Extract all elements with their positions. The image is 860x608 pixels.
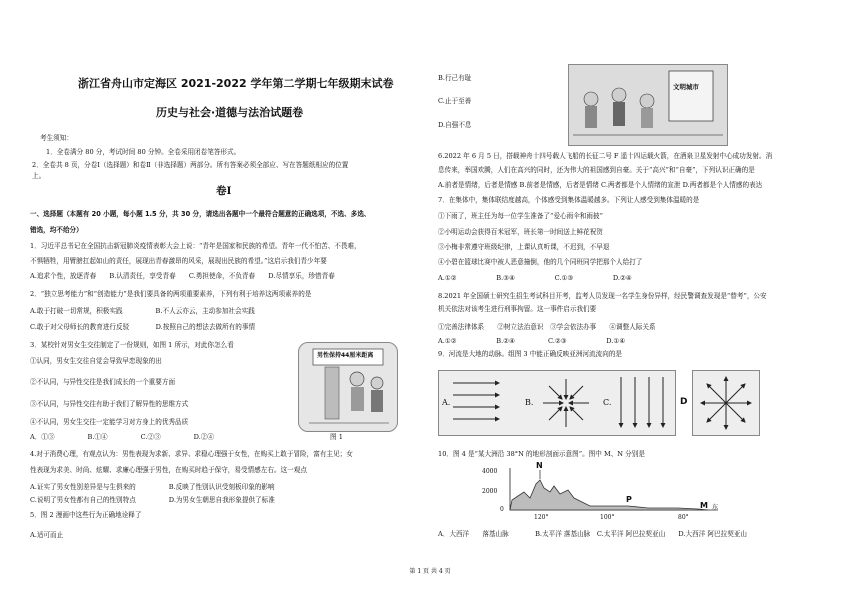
- section-instruction: 一、选择题（本题有 20 小题，每小题 1.5 分，共 30 分，请选出各题中一个最符合题意的正确选项，不选、多选、: [30, 210, 371, 218]
- answer-options: A.前者是情绪，后者是情感 B.前者是情感，后者是情绪 C.两者都是个人情绪的宣泄 D.两者都是个人情感的表达: [438, 181, 763, 189]
- x-tick-label: 80°: [678, 514, 689, 521]
- question-text: 8.2021 年全国硕士研究生招生考试科目开考，监考人员发现一名学生身份异样，经民警调查发现是“替考”，公安: [438, 292, 767, 300]
- answer-options: A.敢于打破一切常规，积极实践 B.不人云亦云，主动参加社会实践: [30, 307, 255, 315]
- question-text: 9．河流是大地的动脉。组图 3 中能正确反映亚洲河流流向的是: [438, 350, 623, 358]
- statement-item: ③小梅非常遵守班级纪律，上课认真听课，不迟到，不早退: [438, 243, 610, 251]
- question-text: 5．图 2 漫画中这些行为正确地诠释了: [30, 511, 142, 519]
- answer-options: A．①③ B.①④ C.②③ D.②④: [30, 433, 215, 441]
- question-text: 7．在集体中，集体联结度越高，个体感受到集体温暖越多。下列让人感受到集体温暖的是: [438, 196, 700, 204]
- statement-item: ④不认同，男女生交往一定能学习对方身上的优秀品质: [30, 418, 189, 426]
- statement-item: ①完善法律体系 ②树立法治意识 ③学会依法办事 ④调整人际关系: [438, 323, 656, 331]
- x-tick-label: 100°: [600, 514, 615, 521]
- x-tick-label: 120°: [534, 514, 549, 521]
- notice-item: 1．全卷满分 80 分，考试时间 80 分钟。全卷采用闭卷笔答形式。: [46, 148, 241, 156]
- section-heading: 卷Ⅰ: [216, 185, 232, 197]
- figure-1-illustration: [298, 342, 398, 432]
- exam-title: 浙江省舟山市定海区 2021-2022 学年第二学期七年级期末试卷: [78, 77, 394, 90]
- question-text: 2．“独立思考能力”和“创造能力”是我们要具备的两项重要素养，下列有利于培养这两项素养的是: [30, 290, 312, 298]
- question-text: 性表现为求美、时尚、炫耀、求廉心理强于男性，在购买时趋于保守，易受情感左右。这一观点: [30, 466, 307, 474]
- figure-3-label-c: C.: [603, 398, 612, 407]
- answer-options: A.适可而止: [30, 531, 64, 539]
- question-text: 10．图 4 是“某大洲沿 38°N 的地形剖面示意图”。图中 M、N 分别是: [438, 450, 645, 458]
- y-tick-label: 4000: [482, 468, 498, 475]
- figure-2-cartoon: [568, 64, 728, 146]
- point-p-label: P: [626, 495, 632, 504]
- figure-1-caption: 图 1: [330, 433, 343, 441]
- question-text: 3．某校针对男女生交往制定了一份规则，如图 1 所示，对此你怎么看: [30, 341, 234, 349]
- figure-3-drawing: [439, 371, 675, 435]
- figure-4-profile: [478, 462, 738, 524]
- page-footer: 第 1 页 共 4 页: [409, 568, 451, 575]
- option-d-arrows: [693, 371, 759, 435]
- figure-2-sign: 文明城市: [673, 83, 699, 91]
- question-text: 4.对于消费心理，有观点认为：男性表现为求新、求异、求稳心理强于女性，在购买上敢于冒险，富有主见；女: [30, 450, 353, 458]
- question-text: 息传来，举国欢腾，人们在高兴的同时，还为伟大的祖国感到自豪。关于“高兴”和“自豪”，下列认识正确的是: [438, 166, 755, 174]
- y-tick-label: 2000: [482, 488, 498, 495]
- point-n-label: N: [536, 462, 543, 470]
- option-a-arrows: [453, 383, 499, 419]
- figure-3-option-d: [692, 370, 760, 436]
- statement-item: ①认同，男女生交往自觉会导致早恋现象的出: [30, 357, 162, 365]
- answer-options: A.追求个性，放逐青春 B.认清责任，享受青春 C.勇担使命，不负青春 D.尽情享乐，珍惜青春: [30, 272, 335, 280]
- question-text: 6.2022 年 6 月 5 日，搭载神舟十四号载人飞船的长征二号 F 遥十四运载火箭，在酒泉卫星发射中心成功发射。消: [438, 152, 773, 160]
- answer-options: A.①② B.②④ C.②③ D.①④: [438, 337, 626, 345]
- answer-options: D.自强不息: [438, 121, 472, 129]
- answer-options: C.止于至善: [438, 97, 472, 105]
- option-b-arrows: [543, 379, 589, 427]
- figure-2-drawing: [569, 65, 727, 145]
- answer-options: A．大西洋 落基山脉 B.太平洋 落基山脉 C.太平洋 阿巴拉契亚山 D.大西洋 阿巴拉契亚山: [438, 530, 747, 538]
- question-text: 不惧牺牲，用臂膀扛起如山的责任，展现出青春激昂的风采，展现出民族的希望。”这启示我们青少年要: [30, 257, 327, 265]
- figure-3-label-a: A.: [442, 398, 451, 407]
- notice-item: 上。: [32, 172, 46, 180]
- statement-item: ②小明运动会获得百米冠军，班长第一时间送上鲜花祝贺: [438, 228, 603, 236]
- answer-options: A.证实了男女性别差异是与生俱来的 B.反映了性别认识受刻板印象的影响: [30, 483, 275, 491]
- figure-3-arrows: [438, 370, 676, 436]
- figure-3-label-d: D: [680, 397, 688, 407]
- exam-subtitle: 历史与社会·道德与法治试题卷: [156, 106, 304, 119]
- answer-options: A.①② B.③④ C.①③ D.②④: [438, 274, 632, 282]
- answer-options: C.敢于对父母师长的教育进行反驳 D.按照自己的想法去做所有的事情: [30, 323, 256, 331]
- figure-1-sign: 男性保持44厘米距离: [317, 352, 374, 359]
- question-text: 1．习近平总书记在全国抗击新冠肺炎疫情表彰大会上说：“青年是国家和民族的希望。青年一代不怕苦、不畏难，: [30, 242, 361, 250]
- east-label: 东: [712, 504, 719, 511]
- section-instruction: 错选，均不给分）: [30, 226, 83, 234]
- statement-item: ①下雨了，班主任为每一位学生准备了“爱心雨伞和雨披”: [438, 212, 603, 220]
- answer-options: C.说明了男女性都有自己的性别特点 D.为男女生朝思自我形象提供了标准: [30, 496, 275, 504]
- statement-item: ②不认同，与异性交往是我们成长的一个重要方面: [30, 378, 176, 386]
- point-m-label: M: [700, 501, 708, 510]
- question-text: 机关依法对该考生进行刑事拘留。这一事件启示我们要: [438, 305, 597, 313]
- statement-item: ③不认同，与异性交往有助于我们了解异性的思维方式: [30, 400, 189, 408]
- answer-options: B.行己有耻: [438, 74, 472, 82]
- notice-item: 2．全卷共 8 页，分卷Ⅰ（选择题）和卷Ⅱ（非选择题）两部分。所有答案必须全部应、写在答题纸相应的位置: [32, 161, 349, 169]
- statement-item: ④小碧在篮球比赛中被人恶意撞倒，他的几个同班同学把那个人给打了: [438, 258, 643, 266]
- notice-label: 考生须知：: [40, 134, 73, 142]
- option-c-arrows: [621, 377, 663, 427]
- figure-3-label-b: B.: [525, 398, 534, 407]
- y-tick-label: 0: [500, 506, 504, 513]
